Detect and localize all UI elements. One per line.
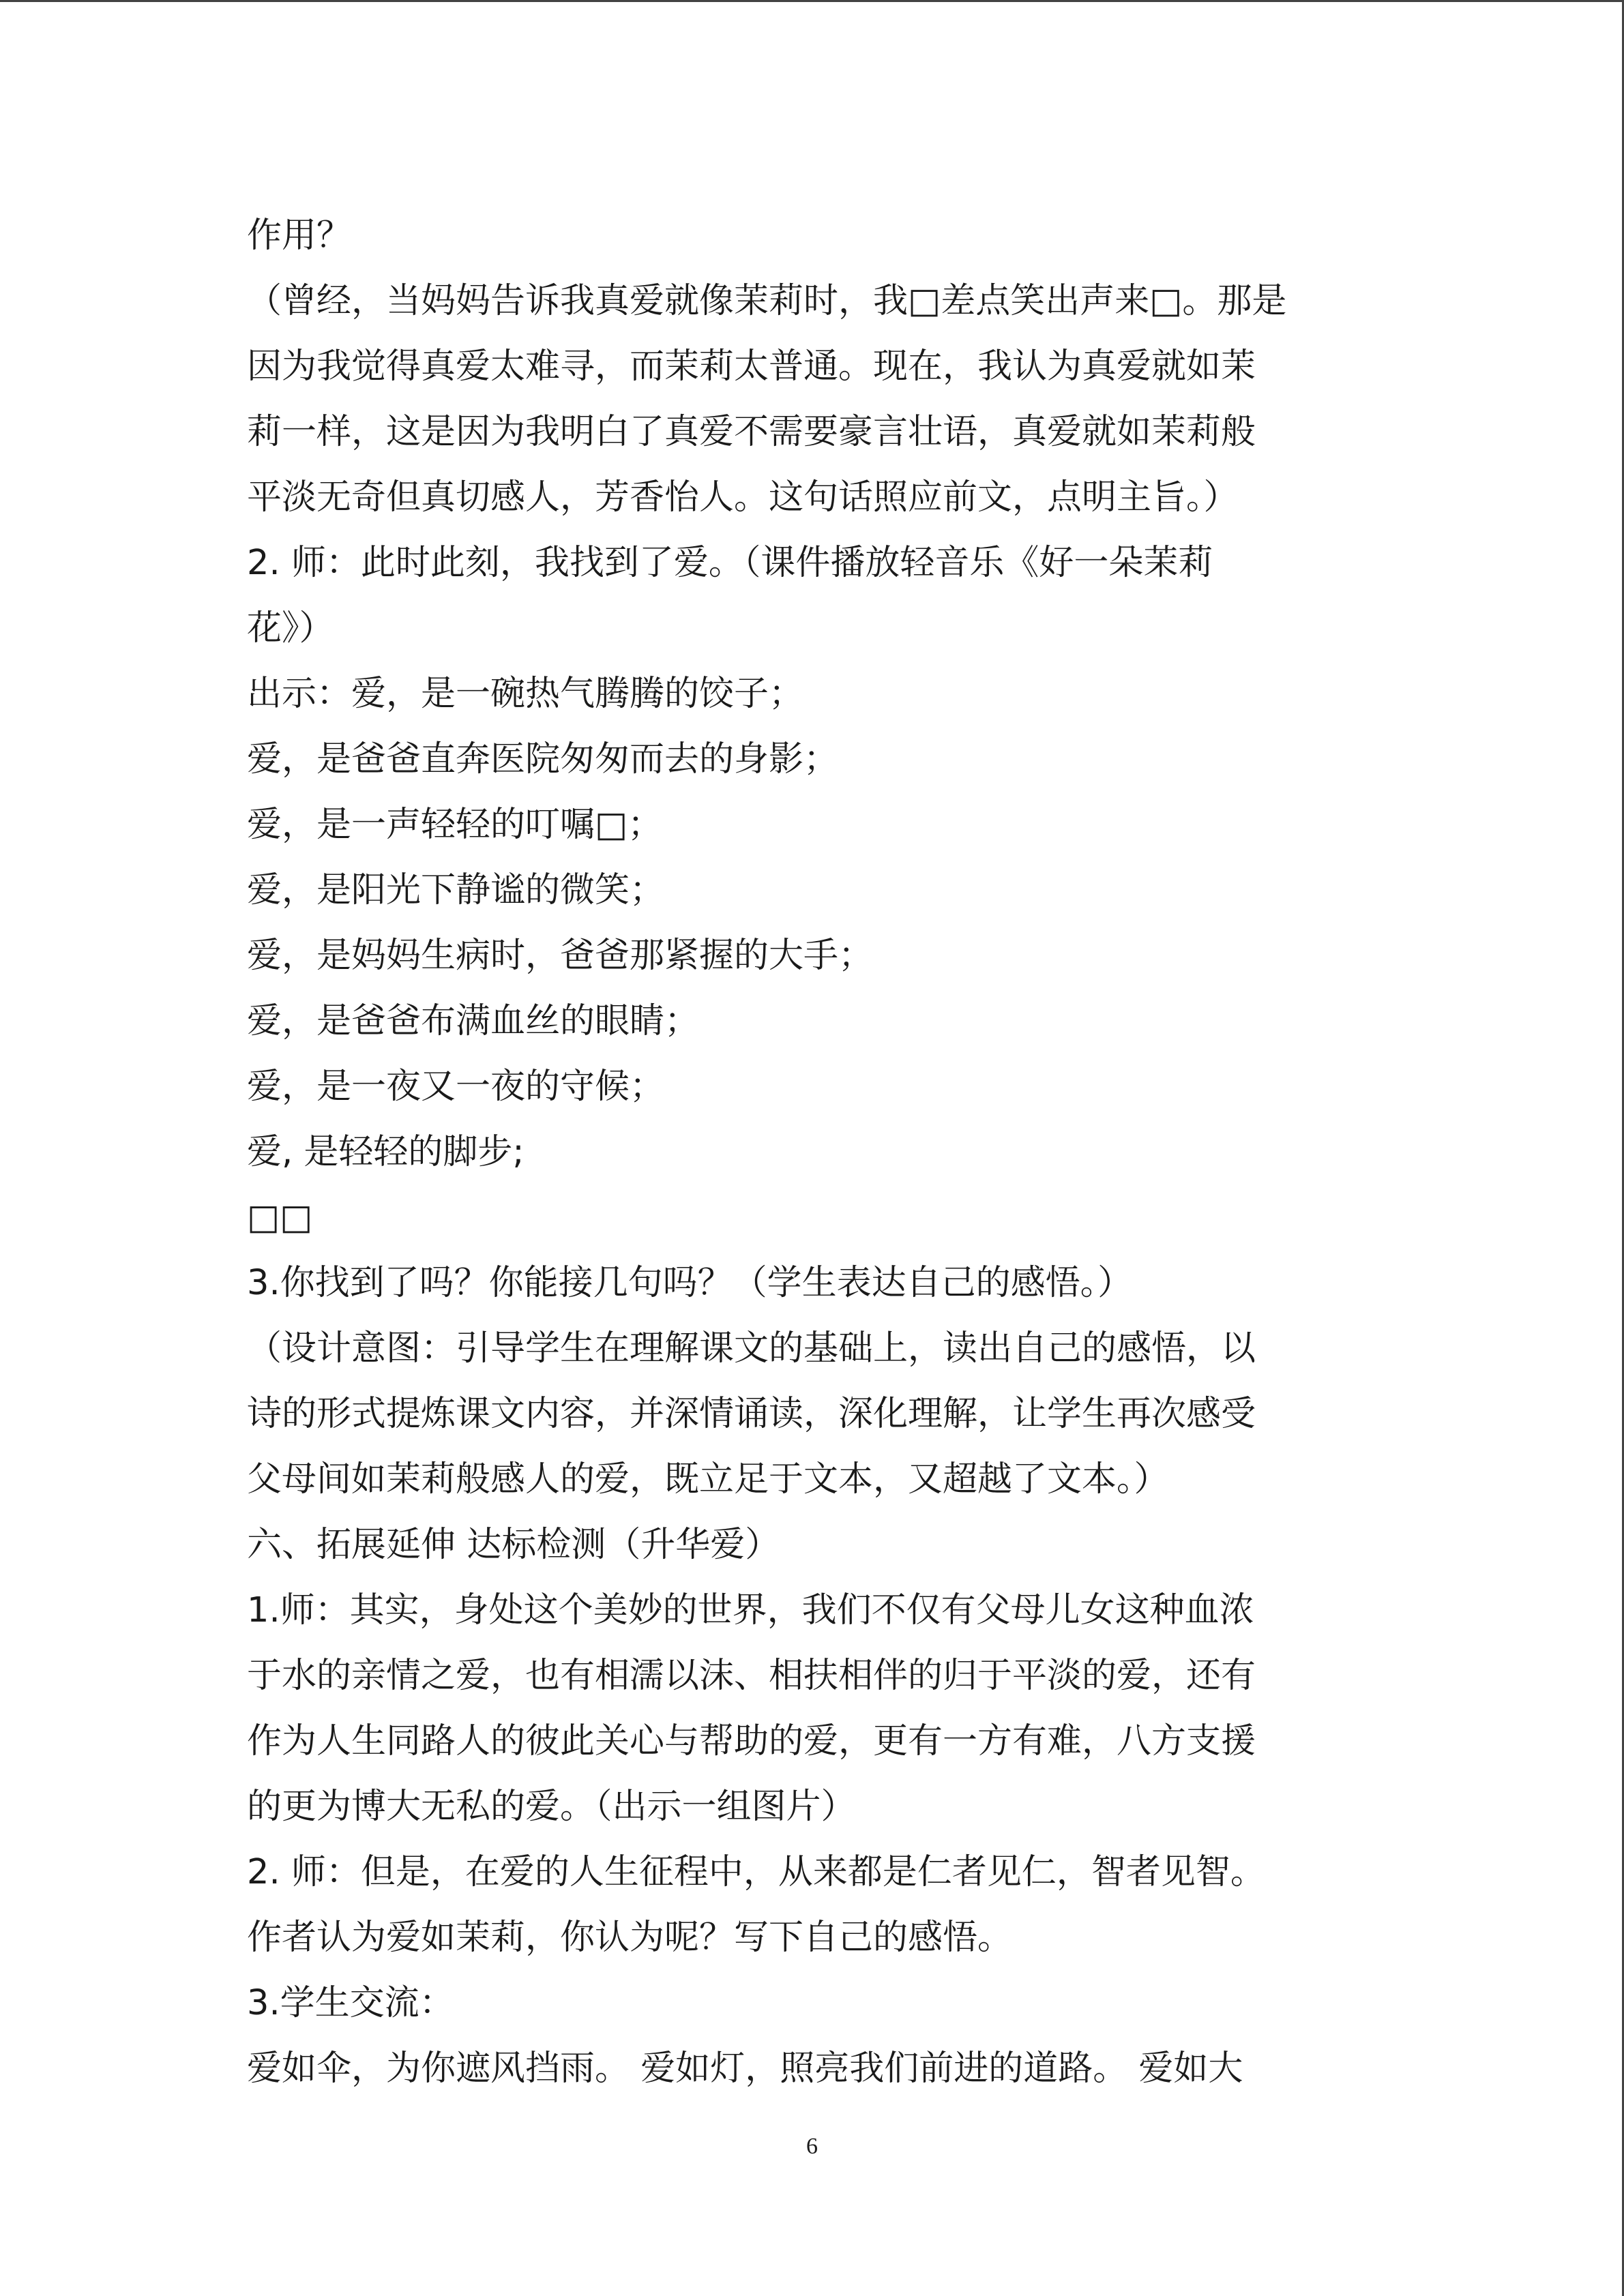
text-line: 出示：爱，是一碗热气腾腾的饺子； — [247, 674, 804, 714]
text-line: 作用？ — [247, 215, 352, 256]
text-line: 作为人生同路人的彼此关心与帮助的爱，更有一方有难，八方支援 — [247, 1721, 1256, 1761]
text-line: 3.学生交流： — [247, 1983, 454, 2023]
text-line: 爱如伞，为你遮风挡雨。 爱如灯，照亮我们前进的道路。 爱如大 — [247, 2048, 1243, 2089]
page-number: 6 — [806, 2134, 818, 2159]
text-line: 莉一样，这是因为我明白了真爱不需要豪言壮语，真爱就如茉莉般 — [247, 412, 1256, 452]
document-body — [247, 203, 1365, 2102]
text-line: □□ — [247, 1197, 313, 1238]
text-line: 3.你找到了吗？你能接几句吗？（学生表达自己的感悟。） — [247, 1263, 1133, 1303]
text-line: （设计意图：引导学生在理解课文的基础上，读出自己的感悟，以 — [247, 1328, 1256, 1369]
text-line: 作者认为爱如茉莉，你认为呢？写下自己的感悟。 — [247, 1918, 1013, 1958]
text-line: 父母间如茉莉般感人的爱，既立足于文本，又超越了文本。） — [247, 1459, 1169, 1500]
text-line: 爱，是一声轻轻的叮嘱□； — [247, 805, 663, 845]
text-line: 爱，是爸爸布满血丝的眼睛； — [247, 1001, 700, 1041]
text-line: 爱，是一夜又一夜的守候； — [247, 1067, 665, 1107]
text-line: 2. 师：此时此刻，我找到了爱。（课件播放轻音乐《好一朵茉莉 — [247, 543, 1213, 583]
text-line: 爱, 是轻轻的脚步; — [247, 1132, 525, 1172]
text-line: 的更为博大无私的爱。（出示一组图片） — [247, 1787, 856, 1827]
text-line: 爱，是阳光下静谧的微笑； — [247, 870, 665, 910]
text-line: （曾经，当妈妈告诉我真爱就像茉莉时，我□差点笑出声来□。那是 — [247, 281, 1287, 321]
text-line: 爱，是妈妈生病时，爸爸那紧握的大手； — [247, 936, 874, 976]
text-line: 爱，是爸爸直奔医院匆匆而去的身影； — [247, 739, 839, 779]
text-line: 1.师：其实，身处这个美妙的世界，我们不仅有父母儿女这种血浓 — [247, 1590, 1254, 1630]
text-line: 诗的形式提炼课文内容，并深情诵读，深化理解，让学生再次感受 — [247, 1394, 1256, 1434]
text-line: 2. 师：但是，在爱的人生征程中，从来都是仁者见仁，智者见智。 — [247, 1852, 1265, 1892]
text-line: 花》） — [247, 608, 334, 648]
text-line: 于水的亲情之爱，也有相濡以沫、相扶相伴的归于平淡的爱，还有 — [247, 1656, 1256, 1696]
text-line: 平淡无奇但真切感人，芳香怡人。这句话照应前文，点明主旨。） — [247, 477, 1239, 518]
section-heading: 六、拓展延伸 达标检测（升华爱） — [247, 1525, 780, 1565]
page-top-border — [0, 0, 1624, 2]
text-line: 因为我觉得真爱太难寻，而茉莉太普通。现在，我认为真爱就如茉 — [247, 346, 1256, 387]
